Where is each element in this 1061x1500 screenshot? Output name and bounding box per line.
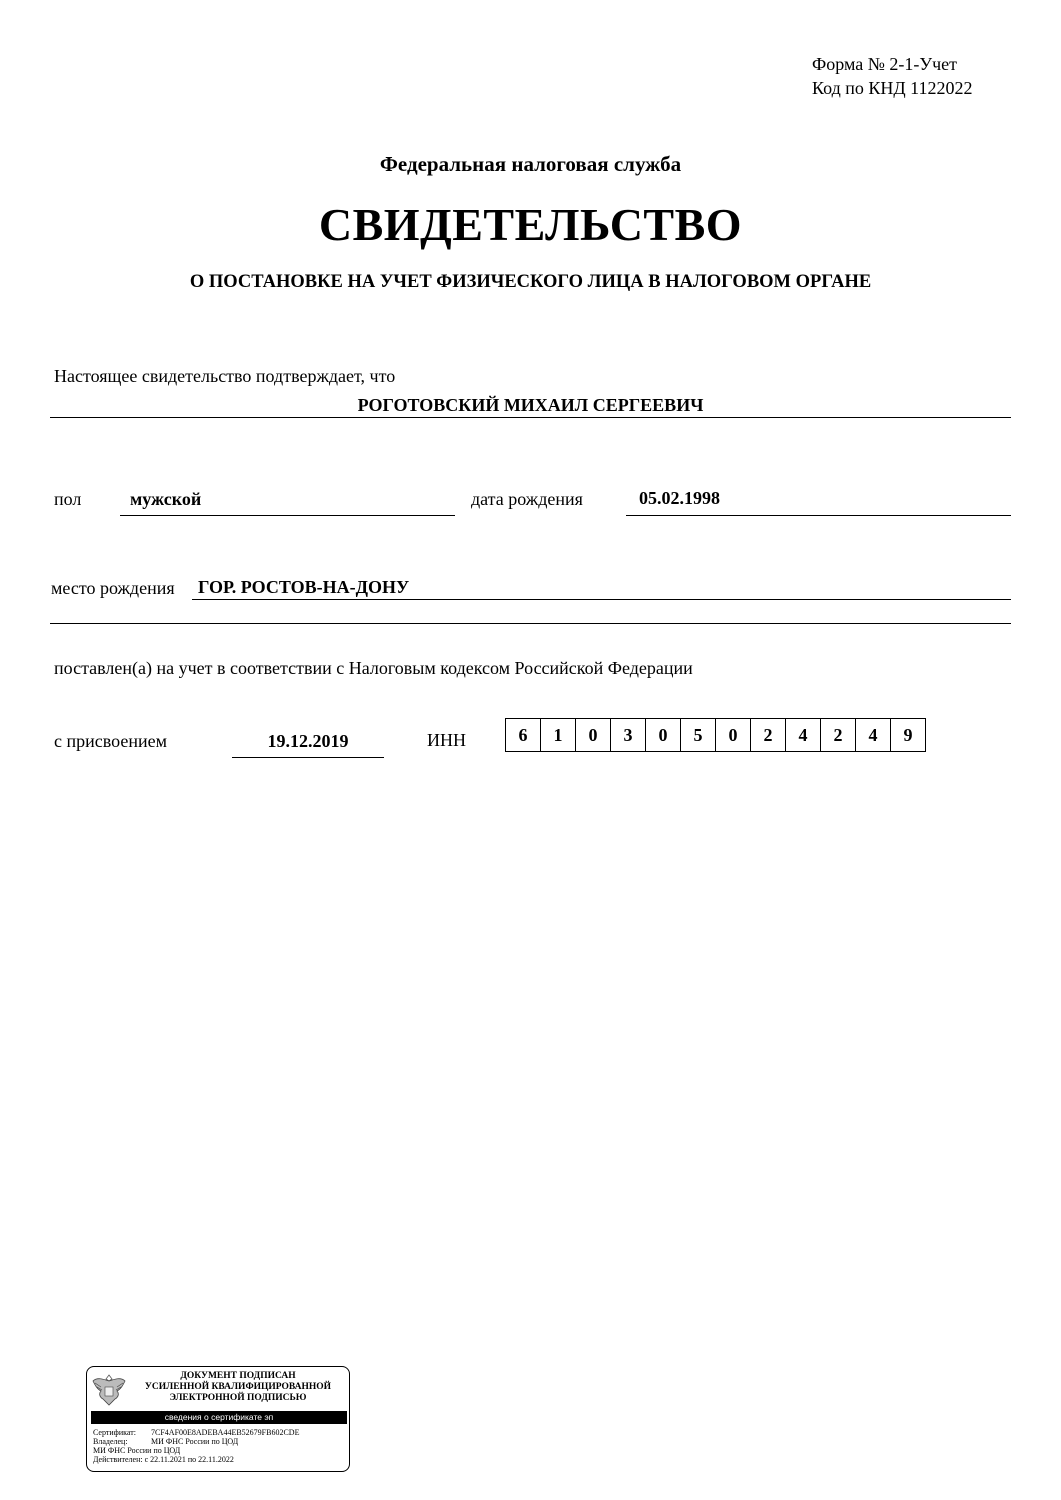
stamp-certificate-row — [93, 1428, 299, 1437]
sex-label: пол — [54, 489, 82, 509]
birth-place-underline-2 — [50, 623, 1011, 624]
stamp-owner-row — [93, 1437, 238, 1446]
electronic-signature-stamp — [86, 1366, 350, 1472]
registered-text: поставлен(а) на учет в соответствии с Налоговым кодексом Российской Федерации — [54, 658, 693, 678]
full-name-underline — [50, 417, 1011, 418]
inn-digit: 4 — [785, 719, 820, 751]
inn-digit: 0 — [715, 719, 750, 751]
stamp-valid-label: Действителен: — [93, 1455, 143, 1464]
sex-value: мужской — [130, 489, 202, 509]
stamp-heading-line: ЭЛЕКТРОННОЙ ПОДПИСЬЮ — [169, 1393, 307, 1403]
assignment-date: 19.12.2019 — [267, 731, 349, 751]
document-subtitle: О ПОСТАНОВКЕ НА УЧЕТ ФИЗИЧЕСКОГО ЛИЦА В НАЛОГОВОМ ОРГАНЕ — [189, 272, 872, 292]
stamp-certificate-label: Сертификат: — [93, 1428, 136, 1437]
inn-digit: 0 — [645, 719, 680, 751]
birth-date-underline — [626, 515, 1011, 516]
birth-place-label: место рождения — [51, 578, 175, 598]
form-code-block — [812, 52, 973, 100]
assignment-date-underline — [232, 757, 384, 758]
knd-code: Код по КНД 1122022 — [812, 78, 973, 98]
inn-digit: 9 — [890, 719, 925, 751]
inn-digit: 1 — [540, 719, 575, 751]
stamp-owner-value: МИ ФНС России по ЦОД — [151, 1437, 239, 1446]
stamp-certificate-value: 7CF4AF00E8ADEBA44EB52679FB602CDE — [151, 1428, 300, 1437]
inn-digit: 2 — [750, 719, 785, 751]
form-number: Форма № 2-1-Учет — [812, 54, 958, 74]
inn-digit-boxes — [505, 718, 926, 752]
stamp-owner-label: Владелец: — [93, 1437, 128, 1446]
inn-digit: 5 — [680, 719, 715, 751]
agency-name: Федеральная налоговая служба — [379, 152, 682, 176]
inn-digit: 3 — [610, 719, 645, 751]
stamp-certificate-bar: сведения о сертификате эп — [91, 1411, 347, 1424]
stamp-owner-value-2: МИ ФНС России по ЦОД — [93, 1446, 181, 1455]
inn-digit: 2 — [820, 719, 855, 751]
birth-place-value: ГОР. РОСТОВ-НА-ДОНУ — [198, 577, 410, 597]
stamp-heading — [131, 1371, 345, 1404]
inn-digit: 4 — [855, 719, 890, 751]
sex-underline — [120, 515, 455, 516]
stamp-heading-line: УСИЛЕННОЙ КВАЛИФИЦИРОВАННОЙ — [144, 1382, 332, 1392]
inn-digit: 6 — [518, 724, 528, 745]
stamp-valid-value: с 22.11.2021 по 22.11.2022 — [144, 1455, 234, 1464]
stamp-heading-line: ДОКУМЕНТ ПОДПИСАН — [180, 1371, 296, 1381]
inn-label: ИНН — [427, 730, 466, 750]
double-headed-eagle-icon — [91, 1371, 127, 1409]
document-title: СВИДЕТЕЛЬСТВО — [318, 199, 743, 250]
full-name: РОГОТОВСКИЙ МИХАИЛ СЕРГЕЕВИЧ — [357, 395, 704, 415]
birth-date-value: 05.02.1998 — [639, 488, 720, 508]
birth-date-label: дата рождения — [471, 489, 583, 509]
stamp-valid-row — [93, 1455, 234, 1464]
inn-digit: 0 — [575, 719, 610, 751]
birth-place-underline — [192, 599, 1011, 600]
stamp-owner-row-2 — [93, 1446, 180, 1455]
assignment-label: с присвоением — [54, 731, 167, 751]
confirm-text: Настоящее свидетельство подтверждает, что — [54, 366, 396, 386]
